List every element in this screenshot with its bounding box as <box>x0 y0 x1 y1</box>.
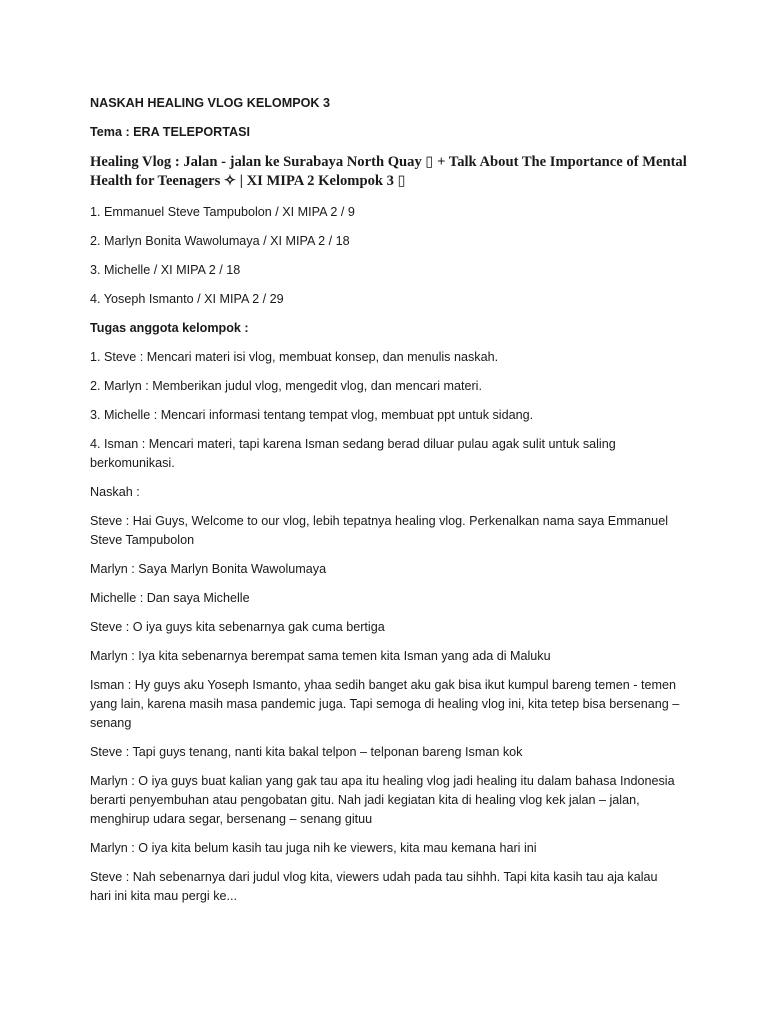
dialogue-text: senang <box>90 716 132 730</box>
dialogue-text: menghirup udara segar, bersenang – senang gituu <box>90 812 373 826</box>
dialogue-line: Michelle : Dan saya Michelle <box>90 591 250 605</box>
dialogue-text: hari ini kita mau pergi ke... <box>90 889 237 903</box>
tasks-heading: Tugas anggota kelompok : <box>90 321 249 335</box>
theme-line: Tema : ERA TELEPORTASI <box>90 125 251 139</box>
dialogue-text: Steve : Hai Guys, Welcome to our vlog, lebih tepatnya healing vlog. Perkenalkan nama saya Emmanuel <box>90 514 668 528</box>
member-item: 3. Michelle / XI MIPA 2 / 18 <box>90 263 241 277</box>
dialogue-line: Steve : O iya guys kita sebenarnya gak cuma bertiga <box>90 620 385 634</box>
task-item-line: 4. Isman : Mencari materi, tapi karena Isman sedang berad diluar pulau agak sulit untuk saling <box>90 437 616 451</box>
script-heading: Naskah : <box>90 485 140 499</box>
dialogue-text: berarti penyembuhan atau pengobatan gitu. Nah jadi kegiatan kita di healing vlog kek jalan – jalan, <box>90 793 640 807</box>
vlog-title <box>90 153 687 191</box>
dialogue-line: Marlyn : Saya Marlyn Bonita Wawolumaya <box>90 562 327 576</box>
vlog-title-line-1: Healing Vlog : Jalan - jalan ke Surabaya North Quay ▯ + Talk About The Importance of Mental <box>90 154 687 170</box>
dialogue-line: Marlyn : O iya kita belum kasih tau juga nih ke viewers, kita mau kemana hari ini <box>90 841 537 855</box>
task-item: 1. Steve : Mencari materi isi vlog, membuat konsep, dan menulis naskah. <box>90 350 499 364</box>
dialogue-text: Marlyn : O iya guys buat kalian yang gak tau apa itu healing vlog jadi healing itu dalam bahasa Indonesia <box>90 774 675 788</box>
task-item: 3. Michelle : Mencari informasi tentang tempat vlog, membuat ppt untuk sidang. <box>90 408 534 422</box>
dialogue-line: Steve : Tapi guys tenang, nanti kita bakal telpon – telponan bareng Isman kok <box>90 745 523 759</box>
dialogue-line <box>90 868 680 906</box>
dialogue-line <box>90 676 680 733</box>
dialogue-line <box>90 512 680 550</box>
member-item: 1. Emmanuel Steve Tampubolon / XI MIPA 2 / 9 <box>90 205 355 219</box>
dialogue-line: Marlyn : Iya kita sebenarnya berempat sama temen kita Isman yang ada di Maluku <box>90 649 551 663</box>
task-item <box>90 435 680 473</box>
member-item: 2. Marlyn Bonita Wawolumaya / XI MIPA 2 / 18 <box>90 234 350 248</box>
member-item: 4. Yoseph Ismanto / XI MIPA 2 / 29 <box>90 292 284 306</box>
dialogue-text: yang lain, karena masih masa pandemic juga. Tapi semoga di healing vlog ini, kita tetep bisa bersenang – <box>90 697 680 711</box>
dialogue-text: Steve Tampubolon <box>90 533 195 547</box>
task-item: 2. Marlyn : Memberikan judul vlog, mengedit vlog, dan mencari materi. <box>90 379 482 393</box>
document-heading: NASKAH HEALING VLOG KELOMPOK 3 <box>90 96 330 110</box>
dialogue-text: Isman : Hy guys aku Yoseph Ismanto, yhaa sedih banget aku gak bisa ikut kumpul bareng temen - temen <box>90 678 676 692</box>
dialogue-line <box>90 772 680 829</box>
task-item-line: berkomunikasi. <box>90 456 175 470</box>
dialogue-text: Steve : Nah sebenarnya dari judul vlog kita, viewers udah pada tau sihhh. Tapi kita kasih tau aja kalau <box>90 870 658 884</box>
vlog-title-line-2: Health for Teenagers ✧ | XI MIPA 2 Kelompok 3 ▯ <box>90 173 406 189</box>
